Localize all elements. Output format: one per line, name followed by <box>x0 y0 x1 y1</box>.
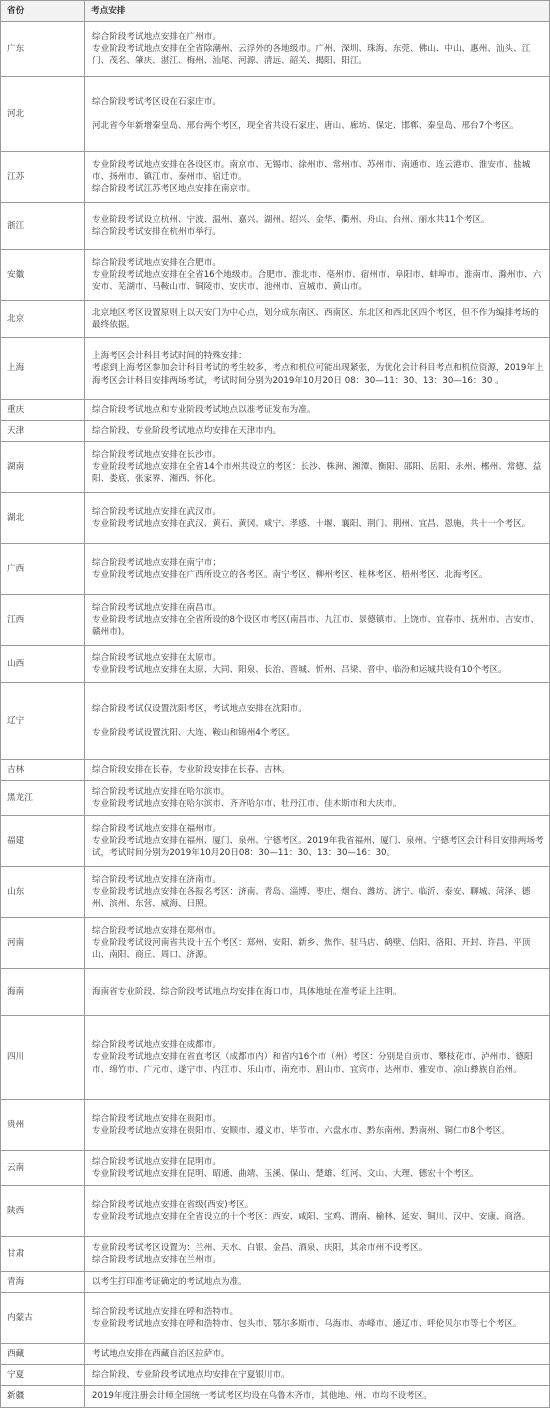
arrangement-cell <box>85 646 550 683</box>
province-cell: 河北 <box>1 77 85 152</box>
table-row <box>1 338 550 400</box>
arrangement-line: 综合阶段考试安排在杭州市举行。 <box>92 227 221 237</box>
province-cell: 广西 <box>1 544 85 595</box>
table-row <box>1 683 550 760</box>
arrangement-cell <box>85 1365 550 1386</box>
table-row <box>1 1151 550 1186</box>
arrangement-cell <box>85 816 550 867</box>
table-row <box>1 1386 550 1408</box>
arrangement-cell <box>85 250 550 301</box>
arrangement-line: 2019年度注册会计师全国统一考试考区均设在乌鲁木齐市，其他地、州、市均不设考区。 <box>92 1391 432 1402</box>
province-cell: 内蒙古 <box>1 1293 85 1344</box>
arrangement-line: 专业阶段考试地点安排在全省14个市州共设立的考区：长沙、株洲、湘潭、衡阳、邵阳、岳阳、永州、郴州、常德、益阳、娄底、张家界、湘西、怀化。 <box>92 461 542 485</box>
arrangement-line: 综合阶段考试地点安排在贵阳市。 <box>92 1113 221 1124</box>
arrangement-line: 综合阶段考试地点安排在成都市。 <box>92 1040 221 1051</box>
province-cell: 湖北 <box>1 493 85 544</box>
header-province: 省份 <box>1 1 85 22</box>
table-row <box>1 442 550 493</box>
province-cell: 安徽 <box>1 250 85 301</box>
arrangement-line: 综合阶段考试地点安排在武汉市。 <box>92 506 221 517</box>
arrangement-cell <box>85 781 550 816</box>
arrangement-line: 专业阶段考试地点安排在各设区市。南京市、无锡市、徐州市、常州市、苏州市、南通市、连云港市、淮安市、盐城市、扬州市、镇江市、泰州市、宿迁市。 <box>92 159 531 182</box>
arrangement-line: 专业阶段考试地点安排在太原、大同、阳泉、长治、晋城、忻州、吕梁、晋中、临汾和运城共设有10个考区。 <box>92 665 507 675</box>
province-cell: 河南 <box>1 918 85 969</box>
province-cell: 黑龙江 <box>1 781 85 816</box>
province-cell: 吉林 <box>1 760 85 781</box>
arrangement-line: 专业阶段考试地点安排在全省设立的十个考区：西安、咸阳、宝鸡、渭南、榆林、延安、铜川、汉中、安康、商洛。 <box>92 1212 531 1222</box>
arrangement-cell <box>85 338 550 400</box>
arrangement-cell <box>85 421 550 442</box>
arrangement-line: 综合阶段考试地点安排在长沙市。 <box>92 449 221 460</box>
arrangement-cell <box>85 1344 550 1365</box>
arrangement-line: 专业阶段考试地点安排在全省16个地级市。合肥市、淮北市、亳州市、宿州市、阜阳市、蚌埠市、淮南市、滁州市、六安市、芜湖市、马鞍山市、铜陵市、安庆市、池州市、宣城市、黄山市。 <box>92 269 542 293</box>
arrangement-cell <box>85 683 550 760</box>
arrangement-line: 考虑到上海考区参加会计科目考试的考生较多，考点和机位可能出现紧张，为优化会计科目考点和机位资源，2019年上海考区会计科目安排两场考试，考试时间分别为2019年10月20日 08：30—11：30、13：30—16：30 。 <box>92 363 544 386</box>
province-cell: 贵州 <box>1 1100 85 1151</box>
arrangement-line: 综合阶段、专业阶段考试地点均安排在天津市内。 <box>92 425 282 436</box>
table-row <box>1 250 550 301</box>
arrangement-line: 综合阶段考试地点安排在合肥市。 <box>92 257 221 268</box>
arrangement-line: 专业阶段考试地点安排在昆明、昭通、曲靖、玉溪、保山、楚雄、红河、文山、大理、德宏十个考区。 <box>92 1169 479 1179</box>
table-row <box>1 781 550 816</box>
arrangement-cell <box>85 1100 550 1151</box>
table-row <box>1 1186 550 1237</box>
arrangement-cell <box>85 918 550 969</box>
arrangement-line: 综合阶段考试地点安排在昆明市。 <box>92 1156 221 1167</box>
arrangement-line: 专业阶段考试地点安排在广西所设立的各考区。南宁考区、柳州考区、桂林考区、梧州考区、北海考区。 <box>92 570 488 580</box>
arrangement-line: 北京地区考区设置原则上以天安门为中心点，划分成东南区、西南区、东北区和西北区四个考区，但不作为编排考场的最终依据。 <box>92 307 539 330</box>
arrangement-line: 综合阶段考试地点安排在太原市。 <box>92 652 221 663</box>
arrangement-cell <box>85 595 550 646</box>
province-cell: 甘肃 <box>1 1237 85 1272</box>
arrangement-line: 专业阶段考试设置沈阳、大连、鞍山和锦州4个考区。 <box>92 728 296 738</box>
arrangement-line: 专业阶段考试地点安排在福州、厦门、泉州、宁德考区。2019年我省福州、厦门、泉州、宁德考区会计科目安排两场考试，考试时间分别为2019年10月20日08：30—11：30、13：30—16：30。 <box>92 835 544 859</box>
arrangement-cell <box>85 1272 550 1293</box>
province-cell: 陕西 <box>1 1186 85 1237</box>
table-row <box>1 1016 550 1100</box>
arrangement-line: 专业阶段考试地点安排在哈尔滨市、齐齐哈尔市、牡丹江市、佳木斯市和大庆市。 <box>92 799 402 809</box>
blank-line <box>92 715 545 727</box>
arrangement-cell <box>85 1186 550 1237</box>
arrangement-cell <box>85 203 550 250</box>
table-row <box>1 816 550 867</box>
table-row <box>1 1237 550 1272</box>
arrangement-cell <box>85 867 550 918</box>
arrangement-line: 综合阶段考试江苏考区地点安排在南京市。 <box>92 184 256 195</box>
arrangement-line: 专业阶段考试地点安排在省直考区（成都市内）和省内16个市（州）考区：分别是自贡市、攀枝花市、泸州市、德阳市、绵竹市、广元市、遂宁市、内江市、乐山市、南充市、眉山市、宜宾市、达州市、雅安市、凉山彝族自治州。 <box>92 1052 533 1075</box>
arrangement-line: 综合阶段考试地点安排在郑州市。 <box>92 925 221 936</box>
table-row <box>1 1365 550 1386</box>
arrangement-line: 考试地点安排在西藏自治区拉萨市。 <box>92 1348 230 1359</box>
arrangement-cell <box>85 1293 550 1344</box>
province-cell: 广东 <box>1 22 85 77</box>
arrangement-cell <box>85 1237 550 1272</box>
province-cell: 云南 <box>1 1151 85 1186</box>
province-cell: 山东 <box>1 867 85 918</box>
arrangement-line: 海南省专业阶段、综合阶段考试地点均安排在海口市，具体地址在准考证上注明。 <box>92 986 402 997</box>
arrangement-line: 综合阶段安排在长春，专业阶段安排在长春、吉林。 <box>92 764 290 775</box>
blank-line <box>92 108 545 120</box>
arrangement-line: 上海考区会计科目考试时间的特殊安排： <box>92 351 247 362</box>
arrangement-line: 专业阶段考试地点安排在各报名考区：济南、青岛、淄博、枣庄、烟台、潍坊、济宁、临沂、泰安、聊城、菏泽、德州、滨州、东营、威海、日照。 <box>92 886 531 910</box>
province-cell: 重庆 <box>1 400 85 421</box>
table-row <box>1 493 550 544</box>
table-row <box>1 1344 550 1365</box>
province-cell: 福建 <box>1 816 85 867</box>
arrangement-line: 专业阶段考试地点安排在武汉、黄石、黄冈、咸宁、孝感、十堰、襄阳、荆门、荆州、宜昌、恩施，共十一个考区。 <box>92 519 531 529</box>
arrangement-cell <box>85 400 550 421</box>
arrangement-line: 综合阶段考试地点安排在省级(西安)考区。 <box>92 1199 254 1210</box>
arrangement-line: 综合阶段、专业阶段考试地点均安排在宁夏银川市。 <box>92 1369 290 1380</box>
province-cell: 四川 <box>1 1016 85 1100</box>
table-row <box>1 1272 550 1293</box>
arrangement-line: 专业阶段考试设河南省共设十五个考区：郑州、安阳、新乡、焦作、驻马店、鹤壁、信阳、洛阳、开封、许昌、平顶山、南阳、商丘、周口、济源。 <box>92 937 531 961</box>
arrangement-cell <box>85 1386 550 1408</box>
table-row <box>1 22 550 77</box>
arrangement-cell <box>85 760 550 781</box>
province-cell: 天津 <box>1 421 85 442</box>
arrangement-line: 专业阶段考试地点安排在呼和浩特市、包头市、鄂尔多斯市、乌海市、赤峰市、通辽市、呼伦贝尔市等七个考区。 <box>92 1319 522 1329</box>
arrangement-line: 综合阶段考试地点安排在广州市。 <box>92 31 221 42</box>
arrangement-line: 综合阶段考试地点安排在南宁市； <box>92 557 221 568</box>
table-row <box>1 152 550 203</box>
province-cell: 青海 <box>1 1272 85 1293</box>
province-cell: 上海 <box>1 338 85 400</box>
arrangement-line: 综合阶段考试地点安排在南昌市。 <box>92 602 221 613</box>
arrangement-cell <box>85 1016 550 1100</box>
province-cell: 海南 <box>1 969 85 1016</box>
table-row <box>1 77 550 152</box>
arrangement-line: 综合阶段考试地点安排在兰州市。 <box>92 1255 221 1265</box>
province-cell: 江西 <box>1 595 85 646</box>
province-cell: 山西 <box>1 646 85 683</box>
province-cell: 江苏 <box>1 152 85 203</box>
table-row <box>1 1293 550 1344</box>
arrangement-line: 河北省今年新增秦皇岛、邢台两个考区，现全省共设石家庄、唐山、廊坊、保定、邯郸、秦皇岛、邢台7个考区。 <box>92 121 519 131</box>
province-cell: 浙江 <box>1 203 85 250</box>
arrangement-cell <box>85 493 550 544</box>
header-arrangement: 考点安排 <box>85 1 550 22</box>
table-row <box>1 301 550 338</box>
table-row <box>1 544 550 595</box>
table-row <box>1 969 550 1016</box>
arrangement-line: 综合阶段考试地点安排在济南市。 <box>92 874 221 885</box>
table-row <box>1 918 550 969</box>
arrangement-cell <box>85 969 550 1016</box>
province-cell: 湖南 <box>1 442 85 493</box>
table-body <box>1 22 550 1408</box>
arrangement-line: 专业阶段考试设立杭州、宁波、温州、嘉兴、湖州、绍兴、金华、衢州、舟山、台州、丽水共11个考区。 <box>92 214 490 225</box>
province-cell: 北京 <box>1 301 85 338</box>
arrangement-line: 综合阶段考试地点安排在呼和浩特市。 <box>92 1306 239 1317</box>
province-cell: 宁夏 <box>1 1365 85 1386</box>
arrangement-cell <box>85 77 550 152</box>
arrangement-line: 综合阶段考试地点安排在哈尔滨市。 <box>92 786 230 797</box>
arrangement-line: 以考生打印准考证确定的考试地点为准。 <box>92 1276 247 1287</box>
province-cell: 西藏 <box>1 1344 85 1365</box>
arrangement-line: 专业阶段考试考区设置为：兰州、天水、白银、金昌、酒泉、庆阳，其余市州不设考区。 <box>92 1242 428 1253</box>
arrangement-line: 综合阶段考试考区设在石家庄市。 <box>92 96 221 107</box>
table-row <box>1 867 550 918</box>
arrangement-line: 综合阶段考试仅设置沈阳考区，考试地点安排在沈阳市。 <box>92 703 307 714</box>
table-row <box>1 400 550 421</box>
table-header-row <box>1 1 550 22</box>
arrangement-line: 综合阶段考试地点安排在福州市。 <box>92 823 221 834</box>
arrangement-line: 专业阶段考试地点安排在全省除潮州、云浮外的各地级市。广州、深圳、珠海、东莞、佛山、中山、惠州、汕头、江门、茂名、肇庆、湛江、梅州、汕尾、河源、清远、韶关、揭阳、阳江。 <box>92 43 531 67</box>
table-row <box>1 203 550 250</box>
table-row <box>1 595 550 646</box>
province-cell: 辽宁 <box>1 683 85 760</box>
table-row <box>1 760 550 781</box>
province-cell: 新疆 <box>1 1386 85 1408</box>
arrangement-cell <box>85 544 550 595</box>
arrangement-cell <box>85 22 550 77</box>
arrangement-line: 综合阶段考试地点和专业阶段考试地点以准考证发布为准。 <box>92 404 316 415</box>
arrangement-cell <box>85 1151 550 1186</box>
table-row <box>1 1100 550 1151</box>
arrangement-cell <box>85 301 550 338</box>
table-row <box>1 646 550 683</box>
arrangement-line: 专业阶段考试地点安排在贵阳市、安顺市、遵义市、毕节市、六盘水市、黔东南州、黔南州、铜仁市8个考区。 <box>92 1126 510 1136</box>
arrangement-cell <box>85 152 550 203</box>
arrangement-line: 专业阶段考试地点安排在全省所设的8个设区市考区(南昌市、九江市、景德镇市、上饶市、宜春市、抚州市、吉安市、赣州市)。 <box>92 614 540 638</box>
arrangement-cell <box>85 442 550 493</box>
table-row <box>1 421 550 442</box>
